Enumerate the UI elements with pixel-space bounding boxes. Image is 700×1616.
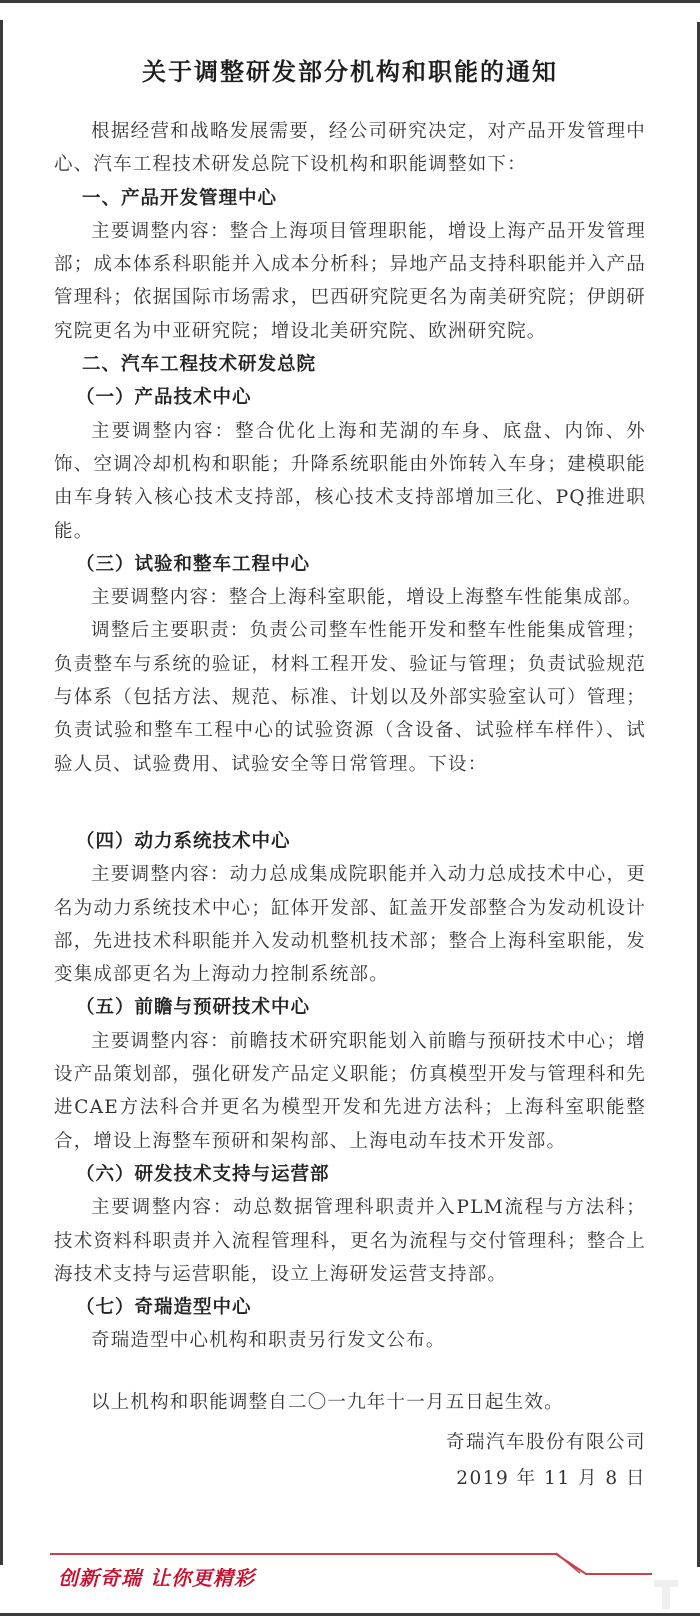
subsection-paragraph: 主要调整内容：动力总成集成院职能并入动力总成技术中心，更名为动力系统技术中心；缸体开发部、缸盖开发部整合为发动机设计部，先进技术科职能并入发动机整机技术部；整合上海科室职能，发变集成部更名为上海动力控制系统部。: [54, 864, 646, 986]
subsection-heading-powertrain: （四）动力系统技术中心: [76, 830, 291, 852]
subsection-heading-styling: （七）奇瑞造型中心: [76, 1297, 252, 1319]
subsection-paragraph: 主要调整内容：动总数据管理科职责并入PLM流程与方法科；技术资料科职责并入流程管理科，更名为流程与交付管理科；整合上海技术支持与运营职能，设立上海研发运营支持部。: [54, 1197, 646, 1285]
subsection-heading-advanced-research: （五）前瞻与预研技术中心: [76, 997, 311, 1019]
section-heading-product-dev: 一、产品开发管理中心: [82, 187, 278, 209]
intro-paragraph: 根据经营和战略发展需要，经公司研究决定，对产品开发管理中心、汽车工程技术研发总院下设机构和职能调整如下：: [54, 121, 646, 176]
subsection-paragraph: 主要调整内容：整合优化上海和芜湖的车身、底盘、内饰、外饰、空调冷却机构和职能；升降系统职能由外饰转入车身；建模职能由车身转入核心技术支持部，核心技术支持部增加三化、PQ推进职能。: [54, 420, 646, 542]
subsection-paragraph: 奇瑞造型中心机构和职责另行发文公布。: [91, 1330, 446, 1352]
subsection-heading-testing: （三）试验和整车工程中心: [76, 553, 311, 575]
section-paragraph: 主要调整内容：整合上海项目管理职能，增设上海产品开发管理部；成本体系科职能并入成本分析科；异地产品支持科职能并入产品管理科；依据国际市场需求，巴西研究院更名为南美研究院；伊朗研究院更名为中亚研究院；增设北美研究院、欧洲研究院。: [54, 220, 646, 342]
document-title: 关于调整研发部分机构和职能的通知: [142, 57, 558, 86]
watermark-logo-icon: [652, 1578, 680, 1610]
subsection-heading-rd-support: （六）研发技术支持与运营部: [76, 1163, 330, 1185]
signature-company: 奇瑞汽车股份有限公司: [445, 1432, 646, 1453]
subsection-heading-product-tech: （一）产品技术中心: [76, 387, 252, 409]
subsection-paragraph: 调整后主要职责：负责公司整车性能开发和整车性能集成管理；负责整车与系统的验证，材料工程开发、验证与管理；负责试验规范与体系（包括方法、规范、标准、计划以及外部实验室认可）管理；负责试验和整车工程中心的试验资源（含设备、试验样车样件）、试验人员、试验费用、试验安全等日常管理。下设：: [54, 620, 646, 775]
footer-slogan: 创新奇瑞 让你更精彩: [58, 1566, 255, 1590]
subsection-paragraph: 主要调整内容：整合上海科室职能，增设上海整车性能集成部。: [91, 587, 643, 609]
effective-statement: 以上机构和职能调整自二〇一九年十一月五日起生效。: [91, 1391, 564, 1413]
subsection-paragraph: 主要调整内容：前瞻技术研究职能划入前瞻与预研技术中心；增设产品策划部，强化研发产品定义职能；仿真模型开发与管理科和先进CAE方法科合并更名为模型开发和先进方法科；上海科室职能整合，增设上海整车预研和架构部、上海电动车技术开发部。: [54, 1030, 646, 1152]
signature-date: 2019 年 11 月 8 日: [456, 1468, 646, 1489]
section-heading-auto-engineering: 二、汽车工程技术研发总院: [82, 354, 317, 376]
